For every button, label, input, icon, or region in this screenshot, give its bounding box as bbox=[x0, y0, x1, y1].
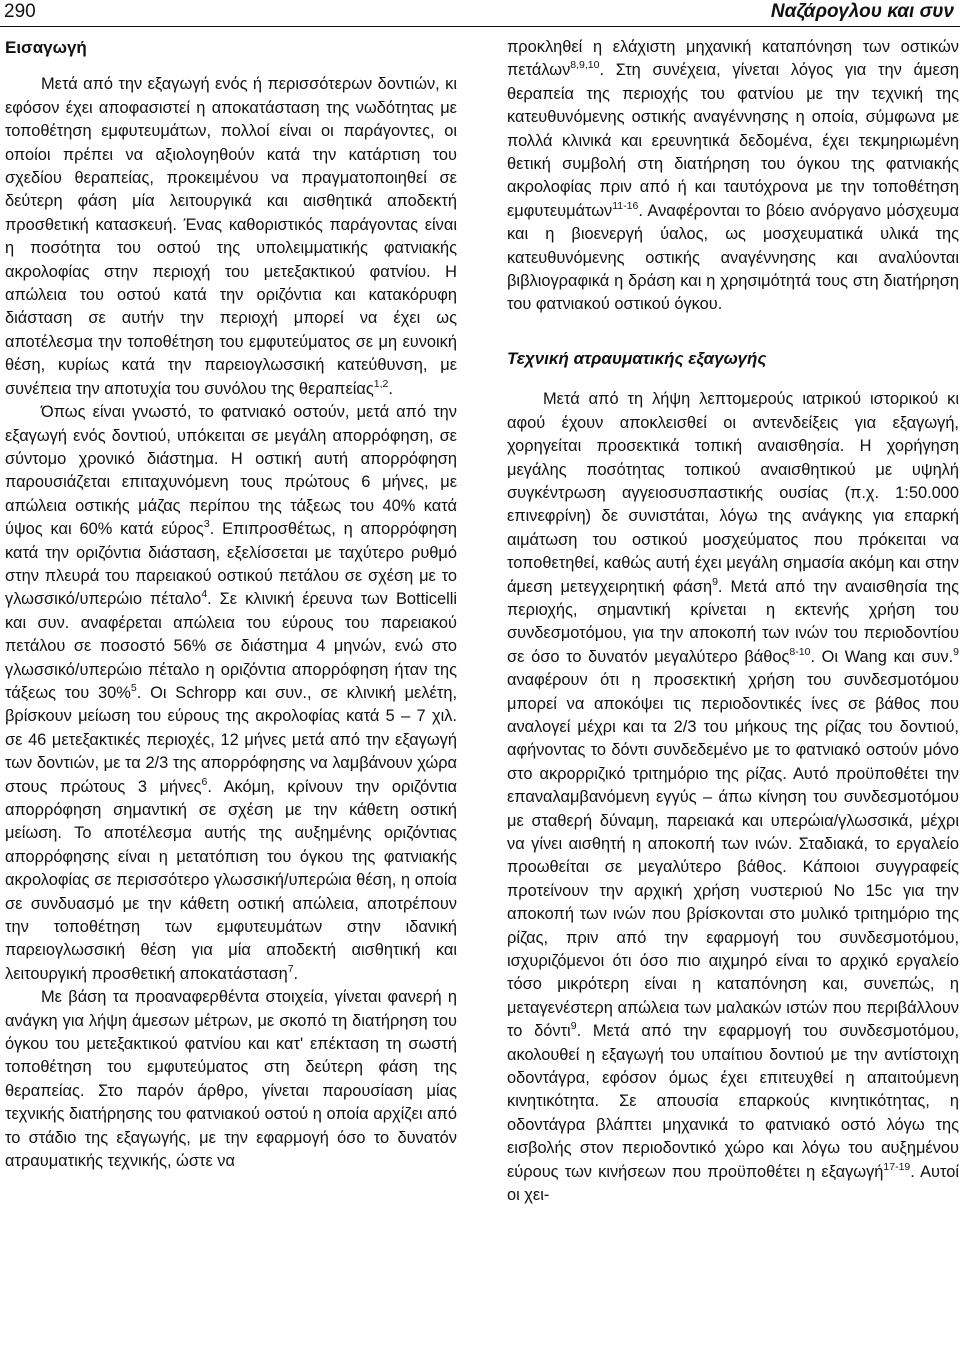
citation: 3 bbox=[203, 518, 210, 531]
paragraph: Όπως είναι γνωστό, το φατνιακό οστούν, μετά από την εξαγωγή ενός δοντιού, υπόκειται σε μεγάλη απορρόφηση, σε σύντομο χρονικό διάστημα. Η οστική αυτή απορρόφηση παρουσιάζεται επιταχυνόμενη τους πρώτους 6 μήνες, με απώλεια οστικής μάζας περίπου της τάξεως του 40% κατά ύψος και 60% κατά εύρος$^3$. Επιπροσθέτως, η απορρόφηση κατά την οριζόντια διάσταση, εξελίσσεται με ταχύτερο ρυθμό στην πλευρά του παρειακού οστικού πετάλου σε σχέση με το γλωσσικό/υπερώιο πέταλο$^4$. Σε κλινική έρευνα των Botticelli και συν. αναφέρεται απώλεια του εύρους του παρειακού πετάλου σε ποσοστό 56% σε διάστημα 4 μηνών, ενώ στο γλωσσικό/υπερώιο πέταλο η οριζόντια απορρόφηση ήταν της τάξεως του 30%$^5$. Οι Schropp και συν., σε κλινική μελέτη, βρίσκουν μείωση του εύρους της ακρολοφίας κατά 5 – 7 χιλ. σε 46 μετεξακτικές περιοχές, 12 μήνες μετά από την εξαγωγή των δοντιών, με τα 2/3 της απορρόφησης να λαμβάνουν χώρα στους πρώτους 3 μήνες$^6$. Ακόμη, κρίνουν την οριζόντια απορρόφηση σημαντική σε σχέση με την κάθετη οστική μείωση. Το αποτέλεσμα αυτής της αυξημένης οριζόντιας απορρόφησης είναι η μετατόπιση του όγκου της φατνιακής ακρολοφίας σε περισσότερο γλωσσική/υπερώια θέση, η οποία σε συνδυασμό με την κάθετη οστική απώλεια, αποτρέπουν την τοποθέτηση των εμφυτευμάτων στην ιδανική παρειογλωσσική θέση για μία αποδεκτή αισθητική και λειτουργική προσθετική αποκατάσταση$^7$. bbox=[5, 403, 458, 983]
header-rule bbox=[0, 26, 960, 27]
citation: 11-16 bbox=[612, 199, 639, 212]
citation: 8,9,10 bbox=[570, 59, 600, 72]
paragraph: Μετά από την εξαγωγή ενός ή περισσότερων δοντιών, κι εφόσον έχει αποφασιστεί η αποκατάσταση της νωδότητας με τοποθέτηση εμφυτευμάτων, πολλοί είναι οι παράγοντες, οι οποίοι πρέπει να αξιολογηθούν κατά την κατάρτιση του σχεδίου θεραπείας, προκειμένου να πραγματοποιηθεί σε δεύτερη φάση μία λειτουργικά και αισθητικά αποδεκτή προσθετική κατασκευή. Ένας καθοριστικός παράγοντας είναι η ποσότητα του οστού της υπολειμματικής φατνιακής ακρολοφίας στην περιοχή του μετεξακτικού φατνίου. Η απώλεια του οστού κατά την οριζόντια και κατακόρυφη διάσταση σε αυτήν την περιοχή μπορεί να έχει ως αποτέλεσμα την τοποθέτηση του εμφυτεύματος σε μη ευνοική θέση, κυρίως κατά την παρειογλωσσική κατεύθυνση, με συνέπεια την αποτυχία του συνόλου της θεραπείας$^{1,2}$. bbox=[5, 75, 457, 398]
citation: 9 bbox=[953, 645, 960, 658]
paragraph: προκληθεί η ελάχιστη μηχανική καταπόνηση των οστικών πετάλων$^{8,9,10}$. Στη συνέχεια, γίνεται λόγος για την άμεση θεραπεία της περιοχής του φατνίου με την τεχνική της κατευθυνόμενης οστικής αναγέννησης η οποία, σύμφωνα με πολλά κλινικά και ερευνητικά δεδομένα, έχει τεκμηριωμένη θετική συμβολή στη διατήρηση του όγκου της φατνιακής ακρολοφίας πριν από ή και ταυτόχρονα με την τοποθέτηση εμφυτευμάτων$^{11-16}$. Αναφέρονται το βόειο ανόργανο μόσχευμα και η βιοενεργή ύαλος, ως μοσχευματικά υλικά της κατευθυνόμενης οστικής αναγέννησης και αναλύονται βιβλιογραφικά η δράση και η χρησιμότητά τους στη διατήρηση του φατνιακού οστικού όγκου. bbox=[507, 38, 959, 314]
section-heading-atraumatic-extraction: Τεχνική ατραυματικής εξαγωγής bbox=[507, 348, 767, 368]
citation: 17-19 bbox=[883, 1160, 911, 1173]
page-number: 290 bbox=[4, 1, 36, 22]
citation: 6 bbox=[201, 775, 208, 788]
citation: 5 bbox=[130, 681, 137, 694]
citation: 1,2 bbox=[373, 377, 389, 390]
citation: 4 bbox=[201, 588, 208, 601]
citation: 8-10 bbox=[789, 645, 811, 658]
page-header bbox=[0, 0, 960, 28]
right-column bbox=[507, 36, 959, 1208]
citation: 9 bbox=[712, 575, 718, 588]
paragraph: Με βάση τα προαναφερθέντα στοιχεία, γίνεται φανερή η ανάγκη για λήψη άμεσων μέτρων, με σκοπό τη διατήρηση του όγκου του μετεξακτικού φατνίου και κατ' επέκταση τη σωστή τοποθέτηση του εμφυτεύματος στη δεύτερη φάση της θεραπείας. Στο παρόν άρθρο, γίνεται παρουσίαση μίας τεχνικής διατήρησης του φατνιακού οστού η οποία αρχίζει από το στάδιο της εξαγωγής, με την εφαρμογή όσο το δυνατόν ατραυματικής τεχνικής, ώστε να bbox=[5, 988, 457, 1171]
section-heading-introduction: Εισαγωγή bbox=[5, 38, 87, 57]
paragraph: Μετά από τη λήψη λεπτομερούς ιατρικού ιστορικού κι αφού έχουν αποκλεισθεί οι αντενδείξεις για εξαγωγή, χορηγείται προσεκτικά τοπική αναισθησία. Η χορήγηση μεγάλης ποσότητας τοπικού αναισθητικού με υψηλή συγκέντρωση αγγειοσυσπαστικής ουσίας (π.χ. 1:50.000 επινεφρίνη) δε συνιστάται, λόγω της ανάγκης για επαρκή αιμάτωση του οστικού μοσχεύματος που πρόκειται να τοποθετηθεί, καθώς αυτή έχει μεγάλη σημασία ακόμη και στην άμεση μετεγχειρητική φάση$^9$. Μετά από την αναισθησία της περιοχής, σημαντική κρίνεται η εκτενής χρήση του συνδεσμοτόμου, για την αποκοπή των ινών του περιοδοντίου σε όσο το δυνατόν μεγαλύτερο βάθος$^{8-10}$. Οι Wang και συν.$^9$ αναφέρουν ότι η προσεκτική χρήση του συνδεσμοτόμου μπορεί να αποκόψει τις περιοδοντικές ίνες σε βάθος που αναλογεί μέχρι και τα 2/3 του μήκους της ρίζας του δοντιού, αφήνοντας το δόντι συνδεδεμένο με το φατνιακό οστούν μόνο στο ακρορριζικό τριτημόριο της ρίζας. Αυτό προϋποθέτει την επαναλαμβανόμενη εγγύς – άπω κίνηση του συνδεσμοτόμου με σταθερή δύναμη, παρειακά και υπερώια/γλωσσικά, μέχρι να γίνει αισθητή η αποκοπή των ινών. Σταδιακά, το εργαλείο προωθείται σε μεγαλύτερο βάθος. Κάποιοι συγγραφείς προτείνουν την αρχική χρήση νυστεριού Νο 15c για την αποκοπή των ινών που βρίσκονται στο μυλικό τριτημόριο της ρίζας, πριν από την εφαρμογή του συνδεσμοτόμου, ισχυριζόμενοι ότι όσο πιο αιχμηρό είναι το αρχικό εργαλείο τόσο μικρότερη είναι η καταπόνηση και, συνεπώς, η μεταγενέστερη απώλεια των μαλακών ιστών που περιβάλλουν το δόντι$^9$. Μετά από την εφαρμογή του συνδεσμοτόμου, ακολουθεί η εξαγωγή του υπαίτιου δοντιού με την αντίστοιχη οδοντάγρα, εφόσον όμως έχει επιτευχθεί η απαιτούμενη κινητικότητα. Σε απουσία επαρκούς κινητικότητας, η οδοντάγρα βλάπτει μηχανικά το φατνιακό οστό λόγω της εισβολής στον περιοδοντικό χώρο και λόγω του αυξημένου εύρους των κινήσεων που προϋποθέτει η εξαγωγή$^{17-19}$. Αυτοί οι χει- bbox=[507, 390, 960, 1205]
left-column bbox=[5, 36, 457, 1174]
citation: 9 bbox=[570, 1020, 577, 1033]
running-title: Ναζάρογλου και συν bbox=[770, 1, 954, 22]
citation: 7 bbox=[287, 962, 294, 975]
